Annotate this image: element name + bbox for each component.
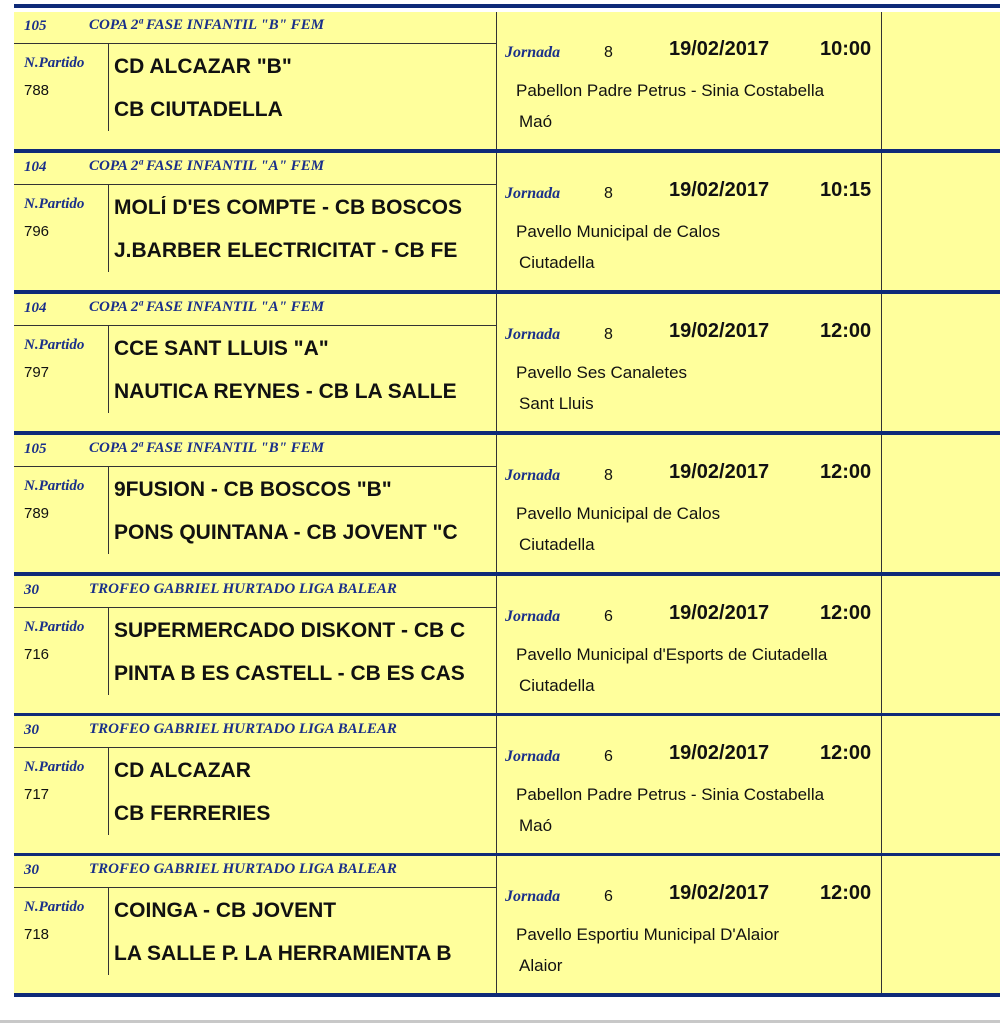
town: Ciutadella	[519, 535, 595, 554]
competition-name: TROFEO GABRIEL HURTADO LIGA BALEAR	[89, 721, 397, 737]
match-block	[14, 153, 1000, 290]
home-team: MOLÍ D'ES COMPTE - CB BOSCOS	[114, 196, 463, 219]
venue: Pabellon Padre Petrus - Sinia Costabella	[516, 81, 825, 100]
venue: Pavello Esportiu Municipal D'Alaior	[516, 925, 780, 944]
match-number: 716	[24, 646, 50, 663]
town: Sant Lluis	[519, 394, 594, 413]
match-number: 717	[24, 786, 50, 803]
jornada-label: Jornada	[505, 467, 561, 484]
jornada-number: 8	[604, 326, 613, 343]
town: Maó	[519, 112, 553, 131]
match-time: 12:00	[820, 602, 872, 624]
match-number: 718	[24, 926, 50, 943]
venue: Pavello Municipal de Calos	[516, 222, 721, 241]
competition-name: COPA 2ª FASE INFANTIL "B" FEM	[89, 17, 325, 33]
match-time: 10:00	[820, 38, 872, 60]
competition-code: 105	[24, 441, 47, 457]
jornada-number: 6	[604, 608, 613, 625]
away-team: CB FERRERIES	[114, 802, 271, 825]
competition-code: 30	[24, 582, 39, 598]
match-time: 12:00	[820, 742, 872, 764]
match-block	[14, 12, 1000, 149]
venue: Pavello Municipal d'Esports de Ciutadella	[516, 645, 828, 664]
town: Ciutadella	[519, 253, 595, 272]
match-date: 19/02/2017	[669, 461, 770, 483]
town: Maó	[519, 816, 553, 835]
match-block	[14, 856, 1000, 993]
match-date: 19/02/2017	[669, 742, 770, 764]
match-date: 19/02/2017	[669, 882, 770, 904]
match-date: 19/02/2017	[669, 38, 770, 60]
home-team: CCE SANT LLUIS "A"	[114, 337, 329, 360]
competition-code: 105	[24, 18, 47, 34]
jornada-label: Jornada	[505, 888, 561, 905]
match-date: 19/02/2017	[669, 179, 770, 201]
jornada-number: 8	[604, 44, 613, 61]
jornada-label: Jornada	[505, 608, 561, 625]
venue: Pavello Ses Canaletes	[516, 363, 688, 382]
competition-code: 30	[24, 862, 39, 878]
away-team: PONS QUINTANA - CB JOVENT "C	[114, 521, 458, 544]
competition-name: TROFEO GABRIEL HURTADO LIGA BALEAR	[89, 581, 397, 597]
competition-name: COPA 2ª FASE INFANTIL "B" FEM	[89, 440, 325, 456]
match-block	[14, 576, 1000, 713]
jornada-label: Jornada	[505, 748, 561, 765]
competition-name: COPA 2ª FASE INFANTIL "A" FEM	[89, 158, 325, 174]
away-team: LA SALLE P. LA HERRAMIENTA B	[114, 942, 452, 965]
jornada-label: Jornada	[505, 185, 561, 202]
match-time: 12:00	[820, 461, 872, 483]
jornada-label: Jornada	[505, 326, 561, 343]
match-number-label: N.Partido	[24, 619, 85, 635]
match-number: 796	[24, 223, 50, 240]
competition-code: 30	[24, 722, 39, 738]
match-number-label: N.Partido	[24, 55, 85, 71]
venue: Pavello Municipal de Calos	[516, 504, 721, 523]
match-number: 797	[24, 364, 50, 381]
jornada-label: Jornada	[505, 44, 561, 61]
away-team: PINTA B ES CASTELL - CB ES CAS	[114, 662, 465, 685]
competition-code: 104	[24, 159, 47, 175]
jornada-number: 8	[604, 185, 613, 202]
match-number-label: N.Partido	[24, 478, 85, 494]
jornada-number: 6	[604, 888, 613, 905]
competition-code: 104	[24, 300, 47, 316]
home-team: 9FUSION - CB BOSCOS "B"	[114, 478, 392, 501]
match-time: 12:00	[820, 320, 872, 342]
jornada-number: 6	[604, 748, 613, 765]
match-number-label: N.Partido	[24, 759, 85, 775]
match-block	[14, 294, 1000, 431]
match-date: 19/02/2017	[669, 320, 770, 342]
venue: Pabellon Padre Petrus - Sinia Costabella	[516, 785, 825, 804]
match-number-label: N.Partido	[24, 899, 85, 915]
match-block	[14, 435, 1000, 572]
match-number-label: N.Partido	[24, 337, 85, 353]
town: Ciutadella	[519, 676, 595, 695]
competition-name: TROFEO GABRIEL HURTADO LIGA BALEAR	[89, 861, 397, 877]
home-team: CD ALCAZAR	[114, 759, 251, 782]
match-date: 19/02/2017	[669, 602, 770, 624]
match-number-label: N.Partido	[24, 196, 85, 212]
match-number: 788	[24, 82, 50, 99]
home-team: COINGA - CB JOVENT	[114, 899, 337, 922]
home-team: SUPERMERCADO DISKONT - CB C	[114, 619, 466, 642]
home-team: CD ALCAZAR "B"	[114, 55, 292, 78]
match-block	[14, 716, 1000, 853]
top-rule	[14, 4, 1000, 8]
match-time: 12:00	[820, 882, 872, 904]
away-team: NAUTICA REYNES - CB LA SALLE	[114, 380, 457, 403]
match-number: 789	[24, 505, 50, 522]
match-schedule	[14, 0, 1000, 1023]
away-team: J.BARBER ELECTRICITAT - CB FE	[114, 239, 458, 262]
away-team: CB CIUTADELLA	[114, 98, 283, 121]
jornada-number: 8	[604, 467, 613, 484]
match-time: 10:15	[820, 179, 872, 201]
town: Alaior	[519, 956, 563, 975]
competition-name: COPA 2ª FASE INFANTIL "A" FEM	[89, 299, 325, 315]
